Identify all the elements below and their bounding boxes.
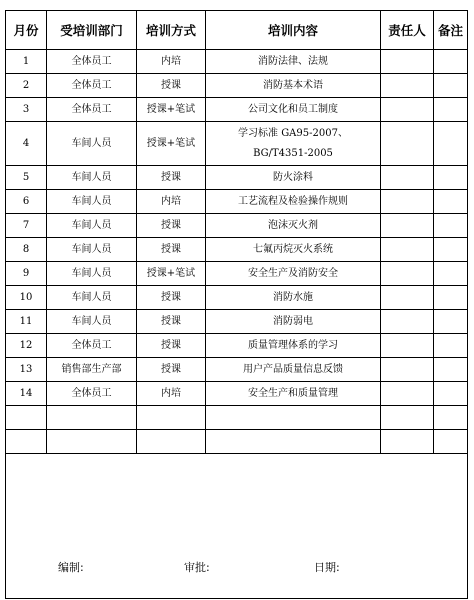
table-row xyxy=(6,98,468,122)
cell-method: 授课 xyxy=(137,214,206,238)
cell-responsible xyxy=(381,166,434,190)
table-row xyxy=(6,238,468,262)
cell-month: 5 xyxy=(6,166,47,190)
cell-remarks xyxy=(434,98,468,122)
cell-department xyxy=(47,430,137,454)
cell-responsible xyxy=(381,310,434,334)
cell-remarks xyxy=(434,50,468,74)
cell-month: 6 xyxy=(6,190,47,214)
table-row xyxy=(6,190,468,214)
cell-method: 授课 xyxy=(137,358,206,382)
table-row xyxy=(6,358,468,382)
table-row xyxy=(6,334,468,358)
cell-content: 消防弱电 xyxy=(206,310,381,334)
cell-department: 销售部生产部 xyxy=(47,358,137,382)
cell-method xyxy=(137,430,206,454)
cell-remarks xyxy=(434,74,468,98)
cell-remarks xyxy=(434,310,468,334)
cell-responsible xyxy=(381,406,434,430)
table-row xyxy=(6,310,468,334)
table-row xyxy=(6,122,468,166)
cell-responsible xyxy=(381,334,434,358)
cell-department: 车间人员 xyxy=(47,238,137,262)
cell-responsible xyxy=(381,98,434,122)
cell-content: 消防水施 xyxy=(206,286,381,310)
cell-remarks xyxy=(434,358,468,382)
cell-department xyxy=(47,406,137,430)
header-content: 培训内容 xyxy=(206,11,381,50)
cell-remarks xyxy=(434,262,468,286)
cell-remarks xyxy=(434,238,468,262)
cell-method: 授课+笔试 xyxy=(137,262,206,286)
cell-method: 授课 xyxy=(137,238,206,262)
cell-department: 全体员工 xyxy=(47,50,137,74)
cell-month: 1 xyxy=(6,50,47,74)
cell-content-line-2: BG/T4351-2005 xyxy=(253,147,333,159)
cell-method: 内培 xyxy=(137,50,206,74)
cell-department: 全体员工 xyxy=(47,98,137,122)
cell-month xyxy=(6,430,47,454)
cell-content xyxy=(206,122,381,166)
cell-month: 11 xyxy=(6,310,47,334)
cell-remarks xyxy=(434,334,468,358)
cell-method: 授课+笔试 xyxy=(137,122,206,166)
table-row xyxy=(6,406,468,430)
cell-department: 全体员工 xyxy=(47,334,137,358)
cell-month: 9 xyxy=(6,262,47,286)
cell-month: 2 xyxy=(6,74,47,98)
cell-method: 内培 xyxy=(137,190,206,214)
cell-month: 8 xyxy=(6,238,47,262)
cell-responsible xyxy=(381,122,434,166)
cell-method: 授课 xyxy=(137,74,206,98)
table-header-row xyxy=(6,11,468,50)
cell-remarks xyxy=(434,286,468,310)
cell-method: 授课 xyxy=(137,334,206,358)
training-plan-sheet xyxy=(5,10,468,599)
cell-month: 14 xyxy=(6,382,47,406)
training-plan-table xyxy=(5,10,468,454)
header-method: 培训方式 xyxy=(137,11,206,50)
cell-remarks xyxy=(434,382,468,406)
cell-responsible xyxy=(381,382,434,406)
table-row xyxy=(6,50,468,74)
cell-responsible xyxy=(381,190,434,214)
cell-responsible xyxy=(381,238,434,262)
cell-method: 授课+笔试 xyxy=(137,98,206,122)
cell-responsible xyxy=(381,262,434,286)
cell-content: 质量管理体系的学习 xyxy=(206,334,381,358)
cell-remarks xyxy=(434,190,468,214)
approved-by-label: 审批: xyxy=(184,561,210,574)
header-department: 受培训部门 xyxy=(47,11,137,50)
cell-content-line-1: 学习标准 GA95-2007、 xyxy=(238,127,348,139)
cell-content: 安全生产及消防安全 xyxy=(206,262,381,286)
date-label: 日期: xyxy=(314,561,340,574)
cell-responsible xyxy=(381,286,434,310)
cell-remarks xyxy=(434,406,468,430)
cell-content: 消防基本术语 xyxy=(206,74,381,98)
cell-method xyxy=(137,406,206,430)
cell-remarks xyxy=(434,214,468,238)
cell-content: 消防法律、法规 xyxy=(206,50,381,74)
cell-department: 车间人员 xyxy=(47,190,137,214)
cell-responsible xyxy=(381,358,434,382)
table-row xyxy=(6,382,468,406)
cell-department: 全体员工 xyxy=(47,382,137,406)
cell-department: 车间人员 xyxy=(47,214,137,238)
table-row xyxy=(6,262,468,286)
header-month: 月份 xyxy=(6,11,47,50)
cell-responsible xyxy=(381,74,434,98)
table-row xyxy=(6,166,468,190)
cell-month: 12 xyxy=(6,334,47,358)
cell-month: 3 xyxy=(6,98,47,122)
cell-content xyxy=(206,430,381,454)
table-row xyxy=(6,214,468,238)
cell-method: 授课 xyxy=(137,166,206,190)
cell-department: 车间人员 xyxy=(47,310,137,334)
cell-content xyxy=(206,406,381,430)
table-row xyxy=(6,74,468,98)
cell-department: 车间人员 xyxy=(47,286,137,310)
table-row xyxy=(6,286,468,310)
cell-month: 10 xyxy=(6,286,47,310)
cell-method: 授课 xyxy=(137,286,206,310)
cell-content: 泡沫灭火剂 xyxy=(206,214,381,238)
cell-department: 全体员工 xyxy=(47,74,137,98)
header-remarks: 备注 xyxy=(434,11,468,50)
cell-remarks xyxy=(434,166,468,190)
cell-content: 防火涂料 xyxy=(206,166,381,190)
header-responsible: 责任人 xyxy=(381,11,434,50)
cell-content: 七氟丙烷灭火系统 xyxy=(206,238,381,262)
cell-month: 4 xyxy=(6,122,47,166)
prepared-by-label: 编制: xyxy=(58,561,84,574)
cell-content: 安全生产和质量管理 xyxy=(206,382,381,406)
cell-department: 车间人员 xyxy=(47,166,137,190)
cell-department: 车间人员 xyxy=(47,122,137,166)
cell-method: 授课 xyxy=(137,310,206,334)
cell-responsible xyxy=(381,214,434,238)
cell-content: 用户产品质量信息反馈 xyxy=(206,358,381,382)
table-row xyxy=(6,430,468,454)
cell-remarks xyxy=(434,122,468,166)
cell-content: 公司文化和员工制度 xyxy=(206,98,381,122)
cell-remarks xyxy=(434,430,468,454)
cell-month: 13 xyxy=(6,358,47,382)
cell-method: 内培 xyxy=(137,382,206,406)
cell-responsible xyxy=(381,50,434,74)
cell-month xyxy=(6,406,47,430)
signature-footer xyxy=(6,559,467,575)
cell-responsible xyxy=(381,430,434,454)
cell-department: 车间人员 xyxy=(47,262,137,286)
cell-month: 7 xyxy=(6,214,47,238)
cell-content: 工艺流程及检验操作规则 xyxy=(206,190,381,214)
